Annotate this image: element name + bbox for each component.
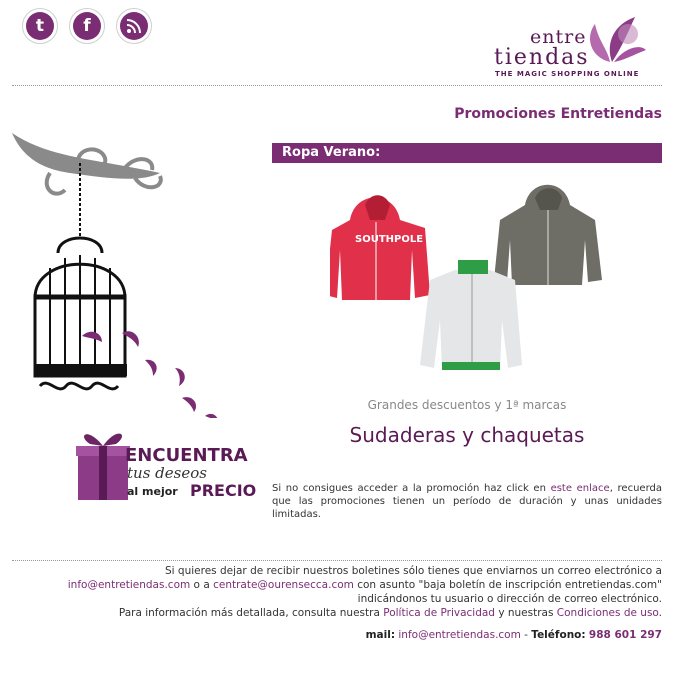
grey-jacket-image bbox=[494, 185, 602, 285]
gift-line-al-mejor: al mejor bbox=[127, 485, 178, 498]
red-hoodie-image bbox=[330, 195, 430, 300]
rss-glyph bbox=[120, 12, 148, 40]
gift-box-icon bbox=[72, 424, 132, 504]
footer-divider bbox=[12, 560, 662, 561]
footer-info-text: Para información más detallada, consulta nuestra bbox=[118, 607, 384, 619]
logo-word-entre: entre bbox=[530, 26, 587, 48]
privacy-policy-link[interactable]: Política de Privacidad bbox=[383, 607, 495, 619]
logo-tagline: THE MAGIC SHOPPING ONLINE bbox=[495, 70, 640, 78]
page-title: Promociones Entretiendas bbox=[454, 106, 662, 122]
section-header-bar: Ropa Verano: bbox=[272, 143, 662, 163]
terms-link[interactable]: Condiciones de uso bbox=[556, 607, 659, 619]
promo-link[interactable]: este enlace bbox=[550, 483, 610, 494]
contact-info bbox=[366, 629, 662, 641]
promo-text-after: , recuerda que las promociones tienen un período de duración y unas unidades limitadas. bbox=[272, 483, 662, 520]
rss-icon[interactable] bbox=[116, 8, 152, 44]
phone-number: 988 601 297 bbox=[588, 629, 662, 641]
promo-text-before: Si no consigues acceder a la promoción haz click en bbox=[272, 483, 551, 494]
contact-email-link[interactable]: info@entretiendas.com bbox=[398, 629, 521, 641]
footer-asunto: con asunto "baja boletín de inscripción entretiendas.com" bbox=[353, 579, 662, 591]
gift-promo-banner[interactable] bbox=[72, 420, 262, 510]
birdcage-illustration bbox=[10, 128, 240, 422]
twitter-glyph: t bbox=[26, 12, 54, 40]
phone-label: Teléfono: bbox=[531, 629, 586, 641]
footer-y: y nuestras bbox=[494, 607, 557, 619]
promo-headline: Sudaderas y chaquetas bbox=[349, 423, 585, 447]
gift-line-encuentra: ENCUENTRA bbox=[125, 445, 248, 466]
promo-paragraph bbox=[272, 482, 662, 521]
entretiendas-logo[interactable] bbox=[490, 12, 650, 82]
facebook-glyph: f bbox=[73, 12, 101, 40]
facebook-icon[interactable] bbox=[69, 8, 105, 44]
twitter-icon[interactable] bbox=[22, 8, 58, 44]
social-icons bbox=[22, 8, 152, 44]
footer-email-centrate[interactable]: centrate@ourensecca.com bbox=[213, 579, 354, 591]
svg-text:SOUTHPOLE: SOUTHPOLE bbox=[355, 234, 424, 245]
header-divider bbox=[12, 85, 662, 86]
promo-subtitle: Grandes descuentos y 1ª marcas bbox=[367, 398, 567, 412]
footer-email-info[interactable]: info@entretiendas.com bbox=[67, 579, 191, 591]
footer-line-1: Si quieres dejar de recibir nuestros boletines sólo tienes que enviarnos un correo electrónico a bbox=[164, 565, 662, 577]
gift-line-tus-deseos: tus deseos bbox=[127, 464, 207, 482]
logo-word-tiendas: tiendas bbox=[494, 45, 590, 70]
footer-line-3: indicándonos tu usuario o dirección de correo electrónico. bbox=[357, 593, 662, 605]
footer-dot: . bbox=[658, 607, 662, 619]
clothing-product-image[interactable] bbox=[330, 180, 610, 380]
footer-unsubscribe bbox=[22, 564, 662, 620]
footer-line-2 bbox=[22, 578, 662, 592]
footer-o-a: o a bbox=[190, 579, 214, 591]
contact-sep: - bbox=[520, 629, 532, 641]
butterfly-logo-icon bbox=[580, 12, 650, 72]
mail-label: mail: bbox=[365, 629, 396, 641]
footer-line-4 bbox=[22, 606, 662, 620]
gift-line-precio: PRECIO bbox=[190, 481, 257, 500]
